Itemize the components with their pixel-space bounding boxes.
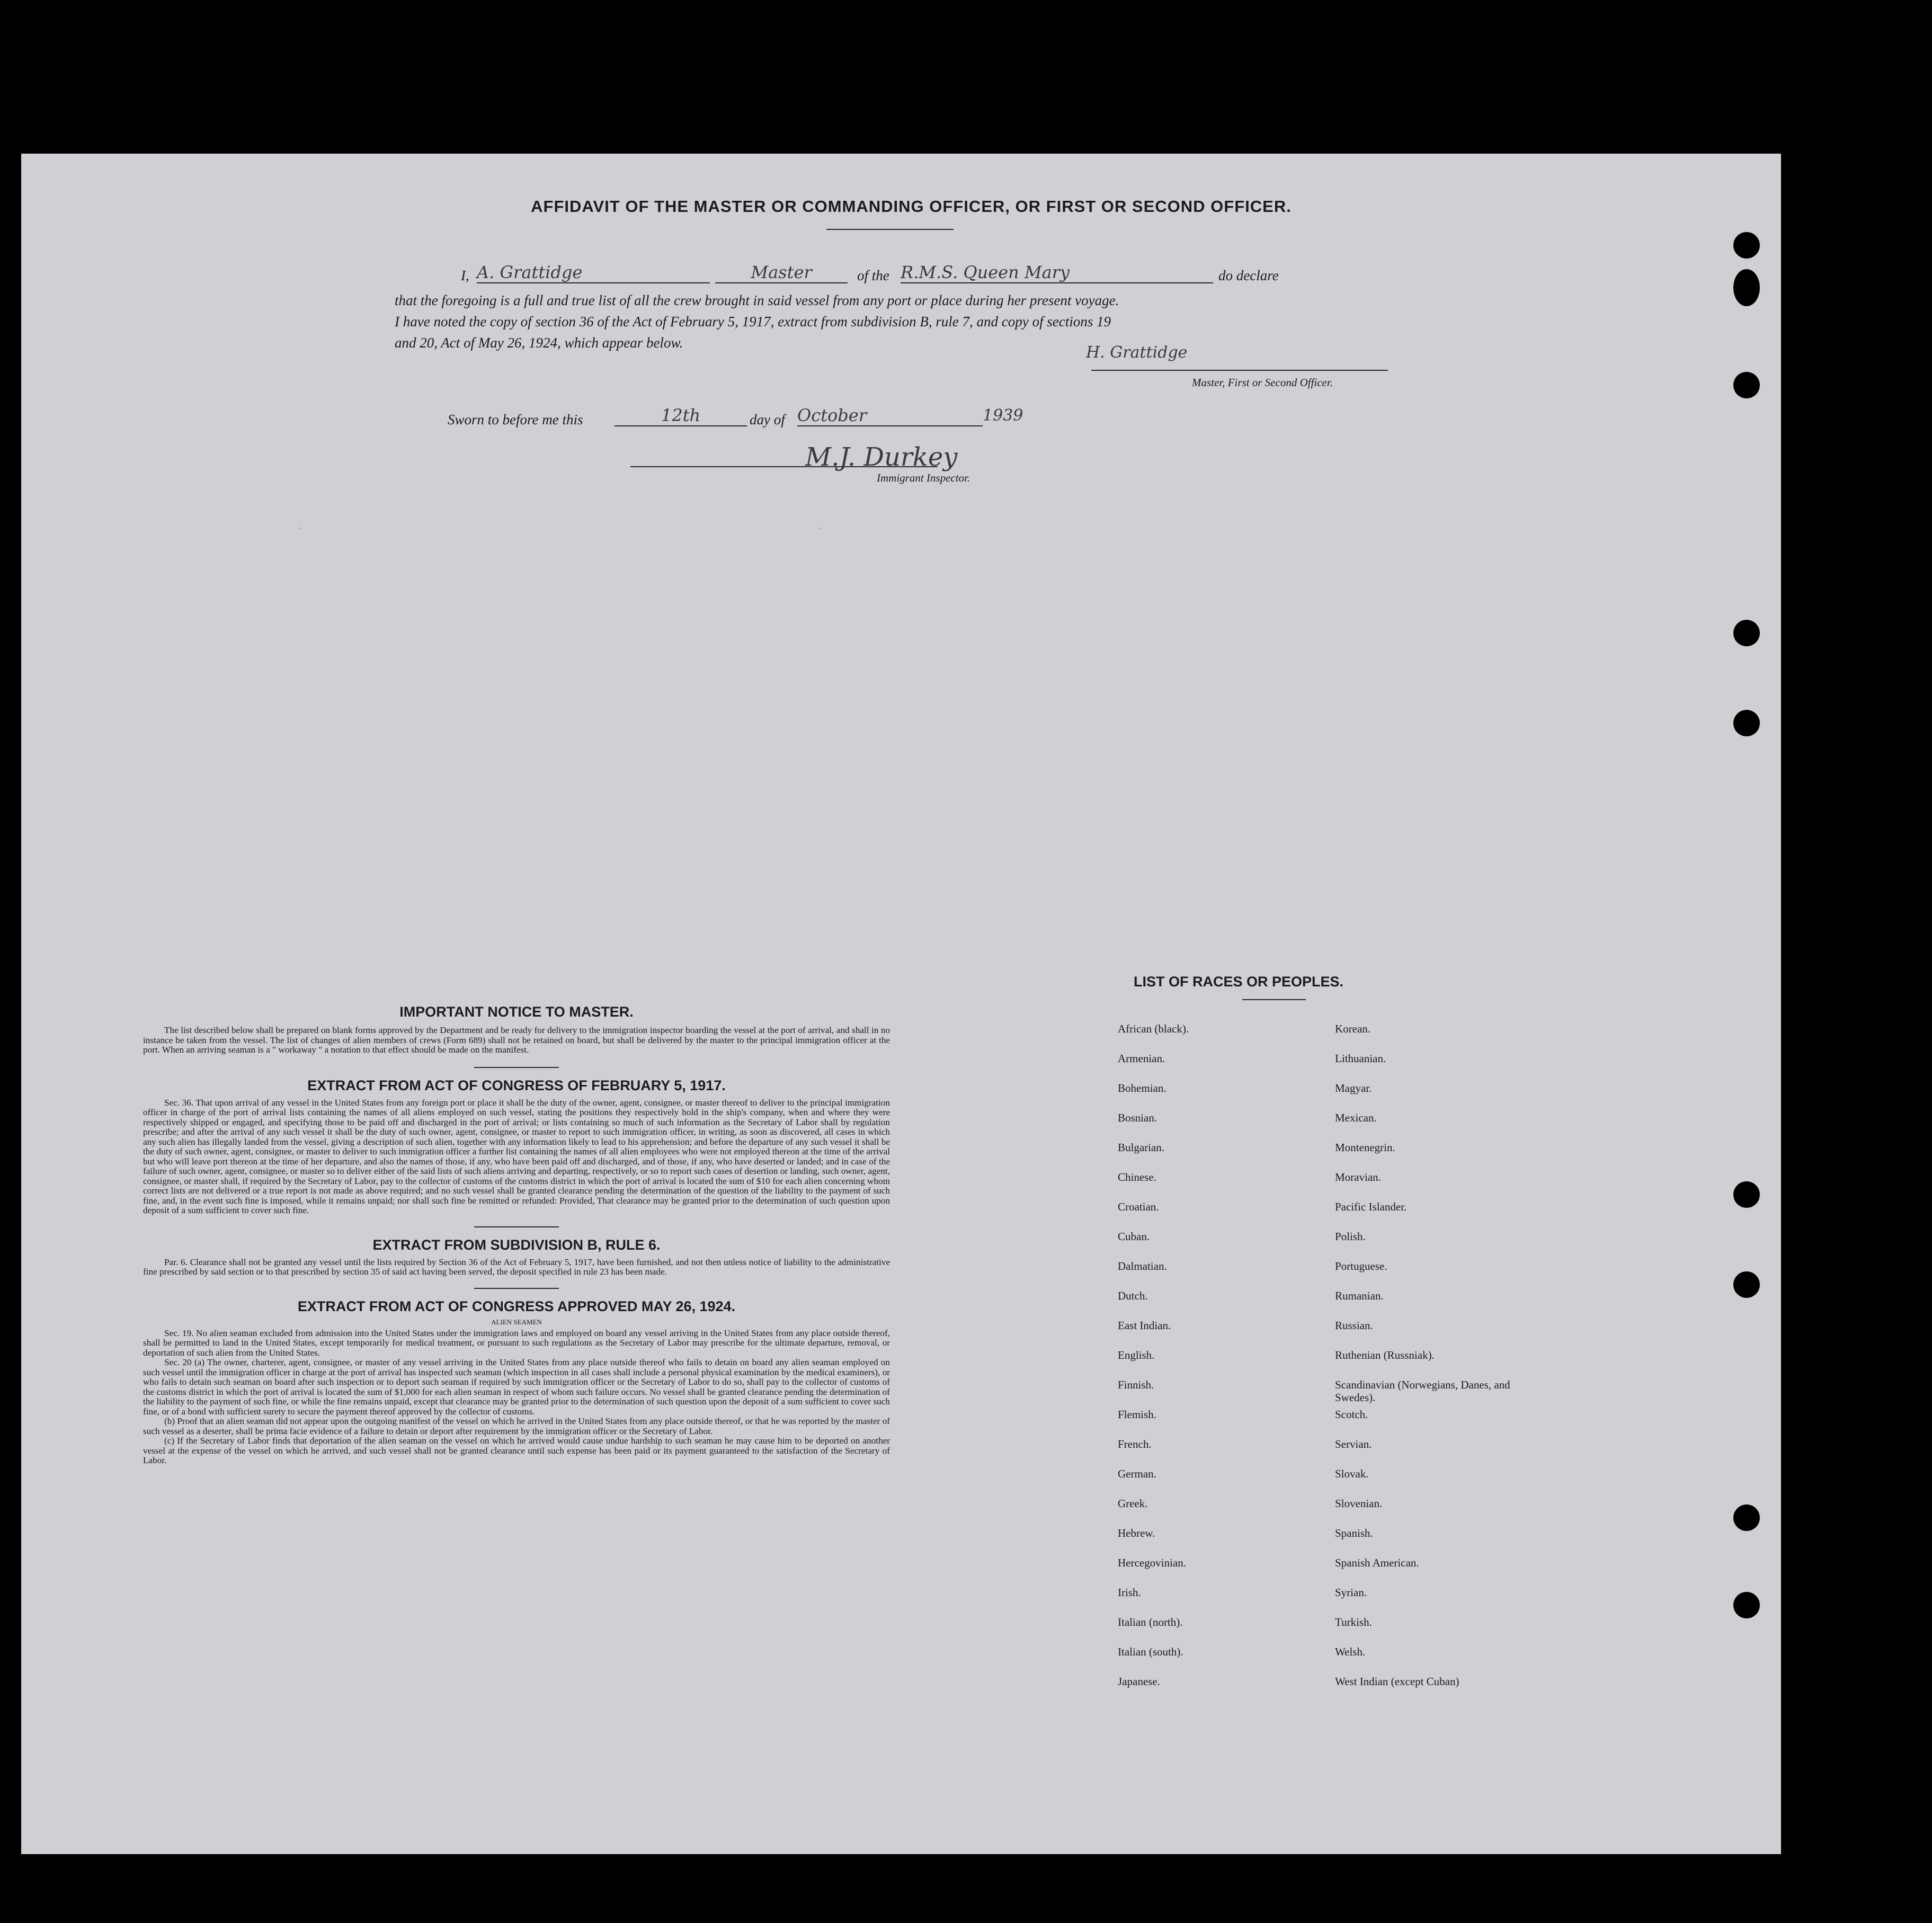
race-item: Russian. (1335, 1319, 1373, 1332)
race-item: African (black). (1118, 1022, 1189, 1035)
inspector-caption: Immigrant Inspector. (877, 471, 971, 484)
race-item: Spanish American. (1335, 1556, 1419, 1569)
day-of-label: day of (750, 412, 785, 428)
act1924-title: EXTRACT FROM ACT OF CONGRESS APPROVED MAY 26, 1924. (297, 1298, 736, 1314)
punch-hole (1733, 710, 1760, 736)
document-page (21, 154, 1781, 1854)
sworn-month: October (797, 405, 983, 426)
punch-hole (1733, 1592, 1760, 1618)
race-item: Greek. (1118, 1497, 1148, 1510)
race-item: Mexican. (1335, 1111, 1377, 1124)
race-item: Dalmatian. (1118, 1260, 1167, 1272)
race-item: Dutch. (1118, 1289, 1148, 1302)
race-item: Scotch. (1335, 1408, 1368, 1421)
race-item: Slovenian. (1335, 1497, 1383, 1510)
race-item: Chinese. (1118, 1171, 1156, 1183)
races-title: LIST OF RACES OR PEOPLES. (1134, 974, 1344, 990)
alien-seamen-heading: ALIEN SEAMEN (491, 1317, 542, 1326)
race-item: Armenian. (1118, 1052, 1165, 1065)
do-declare-label: do declare (1218, 268, 1279, 283)
punch-hole (1733, 1504, 1760, 1531)
affidavit-line-4: and 20, Act of May 26, 1924, which appear below. (395, 335, 683, 351)
races-left-column (1118, 1022, 1298, 1705)
race-item: Rumanian. (1335, 1289, 1384, 1302)
race-item: Moravian. (1335, 1171, 1381, 1183)
bleed-through-text: . . (297, 519, 823, 532)
sworn-line (448, 405, 1083, 432)
vessel-name: R.M.S. Queen Mary (901, 262, 1213, 283)
race-item: Italian (south). (1118, 1645, 1183, 1658)
race-item: Spanish. (1335, 1527, 1373, 1539)
race-item: Montenegrin. (1335, 1141, 1395, 1154)
race-item: English. (1118, 1349, 1155, 1361)
subdivision-text: Par. 6. Clearance shall not be granted any vessel until the lists required by Section 36 of the Act of February 5, 1917, have been furnished, and not then unless notice of liability to the administrative fine prescribed by said section or to that prescribed by section 35 of said act having been served, the deposit specified in rule 23 has been made. (143, 1257, 890, 1277)
punch-hole (1733, 1271, 1760, 1298)
punch-hole (1733, 232, 1760, 259)
master-name: A. Grattidge (477, 262, 710, 283)
race-item: East Indian. (1118, 1319, 1171, 1332)
notice-section (143, 1004, 890, 1466)
race-item: Bohemian. (1118, 1082, 1167, 1094)
race-item: Polish. (1335, 1230, 1366, 1243)
race-item: Portuguese. (1335, 1260, 1387, 1272)
race-item: Slovak. (1335, 1467, 1369, 1480)
inspector-signature: M.J. Durkey (805, 442, 958, 472)
race-item: Japanese. (1118, 1675, 1160, 1688)
race-item: West Indian (except Cuban) (1335, 1675, 1459, 1688)
act1917-title: EXTRACT FROM ACT OF CONGRESS OF FEBRUARY 5, 1917. (307, 1077, 726, 1093)
signature-line (1091, 370, 1388, 371)
races-underline (1242, 999, 1306, 1000)
master-signature: H. Grattidge (1086, 343, 1188, 362)
i-label: I, (461, 268, 469, 283)
race-item: Irish. (1118, 1586, 1141, 1599)
punch-hole (1733, 372, 1760, 398)
act1917-text: Sec. 36. That upon arrival of any vessel in the United States from any foreign port or place it shall be the duty of the owner, agent, consignee, or master thereof to deliver to the principal immigration officer in charge of the port of arrival lists containing the names of all aliens employed on such vessel, stating the positions they respectively hold in the ship's company, when and where they were respectively shipped or engaged, and specifying those to be paid off and discharged in the port of arrival; or lists containing so much of such information as the Secretary of Labor shall by regulation prescribe; and after the arrival of any such vessel it shall be the duty of such owner, agent, consignee, or master to report to such immigration officer, in writing, as soon as discovered, all cases in which any such alien has illegally landed from the vessel, giving a description of such alien, together with any information likely to lead to his apprehension; and before the departure of any such vessel it shall be the duty of such owner, agent, consignee, or master to deliver to such immigration officer a further list containing the names of all alien employees who were not employed thereon at the time of the arrival but who will leave port thereon at the time of her departure, and also the names of those, if any, who have been paid off and discharged, and of those, if any, who have deserted or landed; and in case of the failure of such owner, agent, consignee, or master so to deliver either of the said lists of such aliens arriving and departing, respectively, or so to report such cases of desertion or landing, such owner, agent, consignee, or master shall, if required by the Secretary of Labor, pay to the collector of customs of the customs district in which the port of arrival is located the sum of $10 for each alien concerning whom correct lists are not delivered or a true report is not made as above required; and no such vessel shall be granted clearance pending the determination of the question of the liability to the payment of such fine, and, in the event such fine is imposed, while it remains unpaid; nor shall such fine be remitted or refunded: Provided, That clearance may be granted prior to the determination of such question upon deposit of a sum sufficient to cover such fine. (143, 1097, 890, 1215)
race-item: Ruthenian (Russniak). (1335, 1349, 1435, 1361)
race-item: Finnish. (1118, 1378, 1154, 1391)
punch-hole (1733, 269, 1760, 306)
race-item: Syrian. (1335, 1586, 1367, 1599)
punch-hole (1733, 1181, 1760, 1208)
race-item: Italian (north). (1118, 1616, 1183, 1628)
notice-text: The list described below shall be prepared on blank forms approved by the Department and be ready for delivery to the immigration inspector boarding the vessel at the port of arrival, and shall in no instance be taken from the vessel. The list of changes of alien members of crews (Form 689) shall not be retained on board, but shall be delivered by the master to the principal immigration officer at the port. When an arriving seaman is a " workaway " a notation to that effect should be made on the manifest. (143, 1025, 890, 1055)
affidavit-line-1 (461, 262, 1414, 289)
race-item: Croatian. (1118, 1200, 1159, 1213)
affidavit-line-3: I have noted the copy of section 36 of the Act of February 5, 1917, extract from subdivision B, rule 7, and copy of sections 19 (395, 314, 1111, 330)
race-item: Bulgarian. (1118, 1141, 1165, 1154)
sworn-day: 12th (615, 405, 747, 426)
race-item: Flemish. (1118, 1408, 1156, 1421)
divider (474, 1288, 559, 1289)
race-item: Hebrew. (1118, 1527, 1155, 1539)
race-item: Servian. (1335, 1438, 1372, 1450)
race-item: Hercegovinian. (1118, 1556, 1186, 1569)
race-item: Scandinavian (Norwegians, Danes, and Swedes). (1335, 1378, 1510, 1404)
affidavit-line-2: that the foregoing is a full and true list of all the crew brought in said vessel from any port or place during her present voyage. (395, 292, 1119, 308)
of-the-label: of the (857, 268, 889, 283)
affidavit-title: AFFIDAVIT OF THE MASTER OR COMMANDING OFFICER, OR FIRST OR SECOND OFFICER. (531, 197, 1292, 216)
title-underline (826, 229, 954, 230)
inspector-line (630, 466, 938, 467)
subdivision-title: EXTRACT FROM SUBDIVISION B, RULE 6. (372, 1236, 661, 1253)
race-item: Lithuanian. (1335, 1052, 1386, 1065)
punch-hole (1733, 620, 1760, 646)
divider (474, 1226, 559, 1227)
race-item: Bosnian. (1118, 1111, 1158, 1124)
race-item: German. (1118, 1467, 1156, 1480)
race-item: Pacific Islander. (1335, 1200, 1407, 1213)
act1924-text: Sec. 19. No alien seaman excluded from admission into the United States under the immigration laws and employed on board any vessel arriving in the United States from any place outside thereof, shall be permitted to land in the United States, except temporarily for medical treatment, or pursuant to such regulations as the Secretary of Labor may prescribe for the ultimate departure, removal, or deportation of such alien from the United States. Sec. 20 (a) The owner, charterer, agent, consignee, or master of any vessel arriving in the United States from any place outside thereof who fails to detain on board any alien seaman employed on such vessel until the immigration officer in charge at the port of arrival has inspected such seaman (which inspection in all cases shall include a personal physical examination by the medical examiners), or who fails to detain such seaman on board after such inspection or to deport such seaman if required by such immigration officer or the Secretary of Labor to do so, shall pay to the collector of customs of the customs district in which the port of arrival is located the sum of $1,000 for each alien seaman in respect of whom such failure occurs. No vessel shall be granted clearance pending the determination of the liability to the payment of such fine, or while the fine remains unpaid, except that clearance may be granted prior to the determination of such question upon the deposit of a sum sufficient to cover such fine, or of a bond with sufficient surety to secure the payment thereof approved by the collector of customs. (b) Proof that an alien seaman did not appear upon the outgoing manifest of the vessel on which he arrived in the United States from any place outside thereof, or that he was reported by the master of such vessel as a deserter, shall be prima facie evidence of a failure to detain or deport after requirement by the immigration officer or the Secretary of Labor. (c) If the Secretary of Labor finds that deportation of the alien seaman on the vessel on which he arrived would cause undue hardship to such seaman he may cause him to be deported on another vessel at the expense of the vessel on which he arrived, and such vessel shall not be granted clearance until such expense has been paid or its payment guaranteed to the satisfaction of the Secretary of Labor. (143, 1328, 890, 1465)
divider (474, 1067, 559, 1068)
race-item: Cuban. (1118, 1230, 1150, 1243)
sworn-year: 1939 (983, 406, 1023, 425)
race-item: Magyar. (1335, 1082, 1372, 1094)
master-rank: Master (715, 262, 848, 283)
race-item: Welsh. (1335, 1645, 1366, 1658)
race-item: Turkish. (1335, 1616, 1372, 1628)
race-item: French. (1118, 1438, 1152, 1450)
signature-caption: Master, First or Second Officer. (1192, 376, 1333, 389)
notice-title: IMPORTANT NOTICE TO MASTER. (399, 1004, 634, 1020)
sworn-label: Sworn to before me this (448, 412, 583, 428)
races-right-column (1335, 1022, 1526, 1705)
race-item: Korean. (1335, 1022, 1371, 1035)
